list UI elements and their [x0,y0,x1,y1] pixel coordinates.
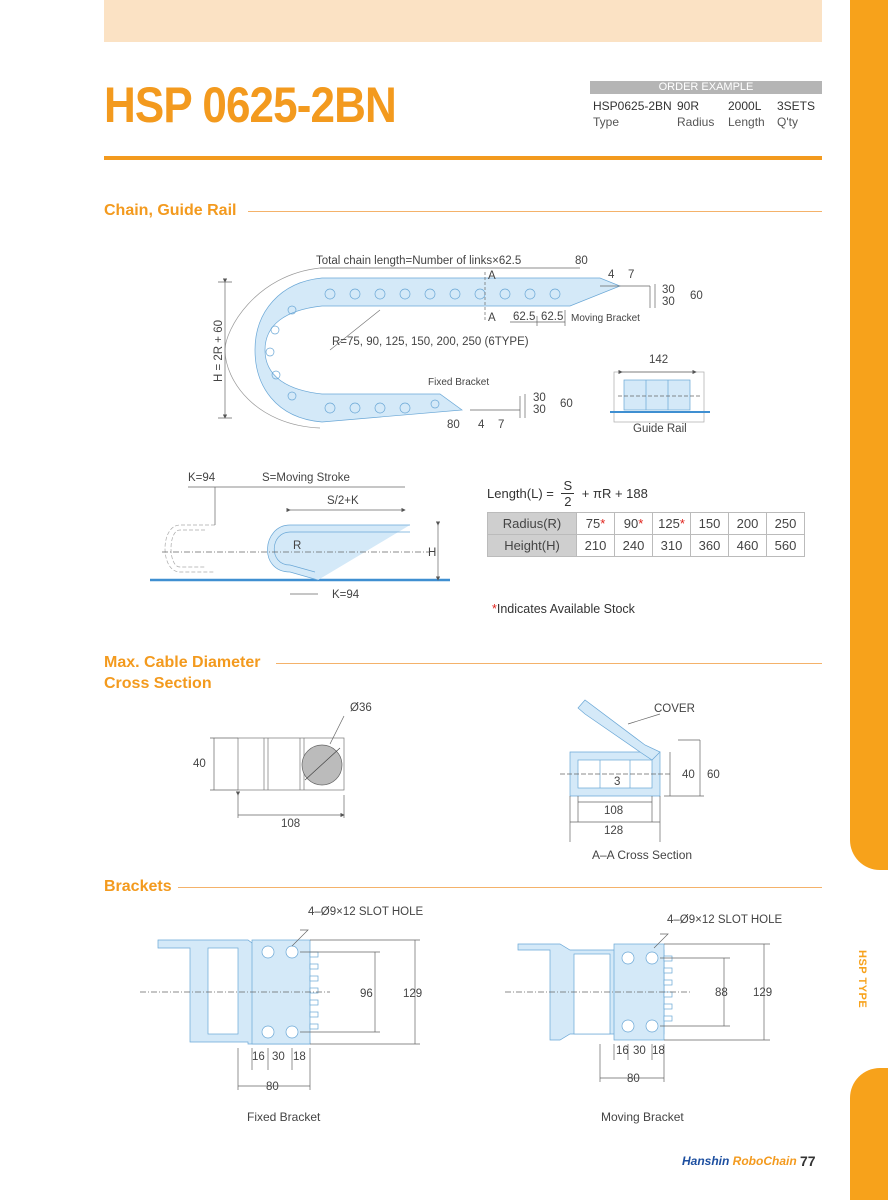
moving-dim-18: 18 [652,1045,665,1057]
section-brackets: Brackets [104,878,172,895]
order-value-radius: 90R [677,99,700,113]
table-cell: 250 [767,513,805,535]
moving-dim-88: 88 [715,987,728,999]
moving-dim-80: 80 [627,1073,640,1085]
cable-diagram [210,716,344,818]
fixed-dim-16: 16 [252,1051,265,1063]
dim-b60: 60 [560,398,573,410]
radius-options: R=75, 90, 125, 150, 200, 250 (6TYPE) [332,336,529,348]
moving-slot-hole: 4–Ø9×12 SLOT HOLE [667,914,783,926]
aa-dim-128: 128 [604,825,624,837]
table-cell: 240 [615,535,653,557]
stock-note [492,602,635,616]
cable-height: 40 [193,758,206,770]
formula-rest: + πR + 188 [581,486,648,501]
cable-diameter: Ø36 [350,702,372,714]
dim-b80: 80 [447,419,460,431]
table-cell: 125* [653,513,691,535]
stroke-h: H [428,547,437,559]
order-value-length: 2000L [728,99,762,113]
table-cell: 560 [767,535,805,557]
fixed-dim-18: 18 [293,1051,306,1063]
page-number: 77 [800,1153,816,1169]
moving-bracket-caption: Moving Bracket [601,1110,684,1124]
aa-dim-108: 108 [604,805,624,817]
section-cross-section: Cross Section [104,675,212,692]
section-max-cable-diameter: Max. Cable Diameter [104,654,261,671]
moving-dim-16: 16 [616,1045,629,1057]
table-cell: 360 [691,535,729,557]
guide-rail-width: 142 [649,354,669,366]
dim-b30a: 30 [533,392,546,404]
formula-numerator: S [563,478,573,493]
dim-b30b: 30 [533,404,546,416]
dim-b4: 4 [478,419,485,431]
table-cell: 310 [653,535,691,557]
fixed-bracket-drawing [140,930,423,1090]
moving-bracket-drawing [505,934,773,1082]
table-cell: 90* [615,513,653,535]
moving-bracket-label: Moving Bracket [571,313,640,324]
brand-logo: Hanshin RoboChain [682,1154,797,1168]
aa-dim-3: 3 [614,776,621,788]
stroke-r: R [293,540,302,552]
fixed-bracket-caption: Fixed Bracket [247,1110,321,1124]
order-label-radius: Radius [677,115,715,129]
order-example-header: ORDER EXAMPLE [590,81,822,94]
side-label: HSP TYPE [856,950,868,1009]
table-cell: 75* [577,513,615,535]
length-formula [487,478,648,509]
formula-denominator: 2 [564,494,572,509]
fixed-dim-80: 80 [266,1081,279,1093]
table-row [488,535,805,557]
aa-dim-60: 60 [707,769,720,781]
guide-rail-caption: Guide Rail [633,423,687,435]
k-bottom: K=94 [332,589,360,601]
order-value-type: HSP0625-2BN [593,99,672,113]
chain-diagram [218,268,655,428]
section-chain-guide-rail: Chain, Guide Rail [104,202,237,219]
table-cell: 210 [577,535,615,557]
aa-caption: A–A Cross Section [592,848,693,862]
aa-dim-40: 40 [682,769,695,781]
dim-30a: 30 [662,284,675,296]
cable-width: 108 [281,818,301,830]
fixed-dim-129: 129 [403,988,423,1000]
fixed-bracket-label: Fixed Bracket [428,377,490,388]
fixed-slot-hole: 4–Ø9×12 SLOT HOLE [308,906,424,918]
moving-dim-30: 30 [633,1045,646,1057]
section-mark-a-top: A [488,270,496,282]
dim-4-top: 4 [608,269,615,281]
order-label-length: Length [728,115,765,129]
page-title: HSP 0625-2BN [104,77,396,133]
radius-height-table [487,512,805,557]
chain-total-length: Total chain length=Number of links×62.5 [316,255,522,267]
table-cell: 150 [691,513,729,535]
dim-60: 60 [690,290,703,302]
formula-lhs: Length(L) = [487,486,554,501]
order-label-type: Type [593,115,620,129]
dim-30b: 30 [662,296,675,308]
table-header-height: Height(H) [488,535,577,557]
pitch-2: 62.5 [541,311,564,323]
half-stroke: S/2+K [327,495,359,507]
stock-star: * [492,602,497,616]
fixed-dim-30: 30 [272,1051,285,1063]
stock-note-text: Indicates Available Stock [496,602,635,616]
section-mark-a-bottom: A [488,312,496,324]
cover-label: COVER [654,703,695,715]
k-top: K=94 [188,472,216,484]
dim-b7: 7 [498,419,505,431]
guide-rail-drawing [610,372,710,422]
moving-dim-129: 129 [753,987,773,999]
height-formula: H = 2R + 60 [213,319,225,382]
fixed-dim-96: 96 [360,988,373,1000]
order-value-qty: 3SETS [777,99,816,113]
pitch-1: 62.5 [513,311,536,323]
table-row [488,513,805,535]
dim-7-top: 7 [628,269,635,281]
table-cell: 200 [729,513,767,535]
table-cell: 460 [729,535,767,557]
dim-80-top: 80 [575,255,588,267]
table-header-radius: Radius(R) [488,513,577,535]
order-label-qty: Q'ty [777,115,798,129]
moving-stroke: S=Moving Stroke [262,472,350,484]
